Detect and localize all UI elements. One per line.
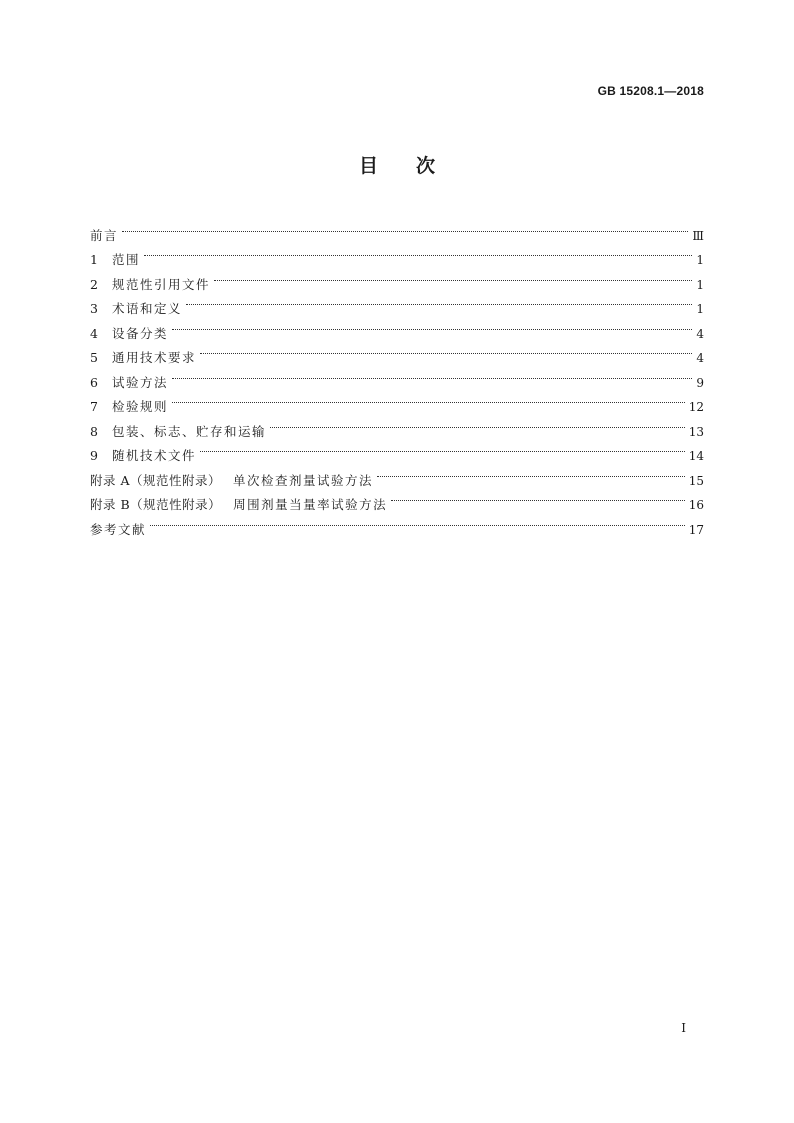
toc-entry-page: 1 [696, 277, 704, 292]
toc-leader-dots [200, 338, 692, 363]
toc-entry-page: 17 [688, 522, 704, 537]
toc-entry-number: 4 [90, 325, 98, 341]
toc-entry-page: Ⅲ [692, 228, 704, 243]
toc-entry-8[interactable] [90, 411, 704, 439]
toc-entry-label: 通用技术要求 [112, 350, 197, 365]
toc-entry-number: 6 [90, 374, 98, 390]
toc-leader-dots [150, 509, 685, 534]
toc-leader-dots [270, 411, 685, 436]
toc-entry-1[interactable] [90, 240, 704, 265]
toc-leader-dots [391, 485, 685, 510]
toc-leader-dots [172, 387, 685, 412]
toc-entry-label: 前言 [90, 227, 119, 243]
toc-entry-4[interactable] [90, 313, 704, 341]
toc-leader-dots [186, 289, 692, 314]
toc-entry-label: 范围 [112, 252, 141, 267]
toc-entry-page: 1 [696, 253, 704, 267]
toc-leader-dots [122, 215, 688, 240]
toc-entry-number: 2 [90, 276, 98, 292]
toc-annex-prefix: 附录 B（规范性附录） [90, 497, 222, 512]
toc-entry-label: 单次检查剂量试验方法 [233, 472, 374, 488]
toc-entry-2[interactable] [90, 264, 704, 292]
toc-entry-label: 术语和定义 [112, 301, 183, 316]
toc-entry-page: 14 [688, 449, 704, 463]
toc-entry-bibliography[interactable] [90, 509, 704, 537]
toc-annex-prefix: 附录 A（规范性附录） [90, 472, 222, 488]
toc-entry-label: 规范性引用文件 [112, 276, 211, 292]
toc-entry-number: 5 [90, 350, 98, 365]
standard-code: GB 15208.1—2018 [597, 84, 704, 98]
toc-entry-page: 16 [688, 498, 704, 512]
toc-entry-label: 检验规则 [112, 399, 169, 414]
toc-entry-6[interactable] [90, 362, 704, 390]
toc-leader-dots [172, 313, 692, 338]
toc-entry-page: 12 [688, 400, 704, 414]
toc-entry-page: 4 [696, 326, 704, 341]
toc-leader-dots [144, 240, 692, 265]
toc-entry-label: 随机技术文件 [112, 448, 197, 463]
toc-entry-label: 试验方法 [112, 374, 169, 390]
toc-entry-label: 周围剂量当量率试验方法 [233, 497, 388, 512]
toc-entry-7[interactable] [90, 387, 704, 412]
toc-entry-number: 8 [90, 423, 98, 439]
page-number: I [681, 1021, 686, 1035]
toc-entry-page: 4 [696, 351, 704, 365]
toc-entry-page: 1 [696, 302, 704, 316]
toc-leader-dots [172, 362, 692, 387]
toc-entry-page: 13 [688, 424, 704, 439]
toc-entry-page: 15 [688, 473, 704, 488]
toc-entry-page: 9 [696, 375, 704, 390]
toc-entry-foreword[interactable] [90, 215, 704, 243]
toc-entry-label: 参考文献 [90, 521, 147, 537]
toc-entry-number: 7 [90, 399, 98, 414]
page-title: 目次 [358, 155, 473, 177]
toc-entry-label: 设备分类 [112, 325, 169, 341]
toc-entry-number: 3 [90, 301, 98, 316]
toc-leader-dots [377, 460, 685, 485]
toc-entry-number: 9 [90, 448, 98, 463]
toc-entry-5[interactable] [90, 338, 704, 363]
toc-entry-label: 包装、标志、贮存和运输 [112, 423, 267, 439]
toc-leader-dots [200, 436, 685, 461]
toc-entry-number: 1 [90, 252, 98, 267]
toc-leader-dots [214, 264, 692, 289]
table-of-contents [90, 215, 704, 537]
